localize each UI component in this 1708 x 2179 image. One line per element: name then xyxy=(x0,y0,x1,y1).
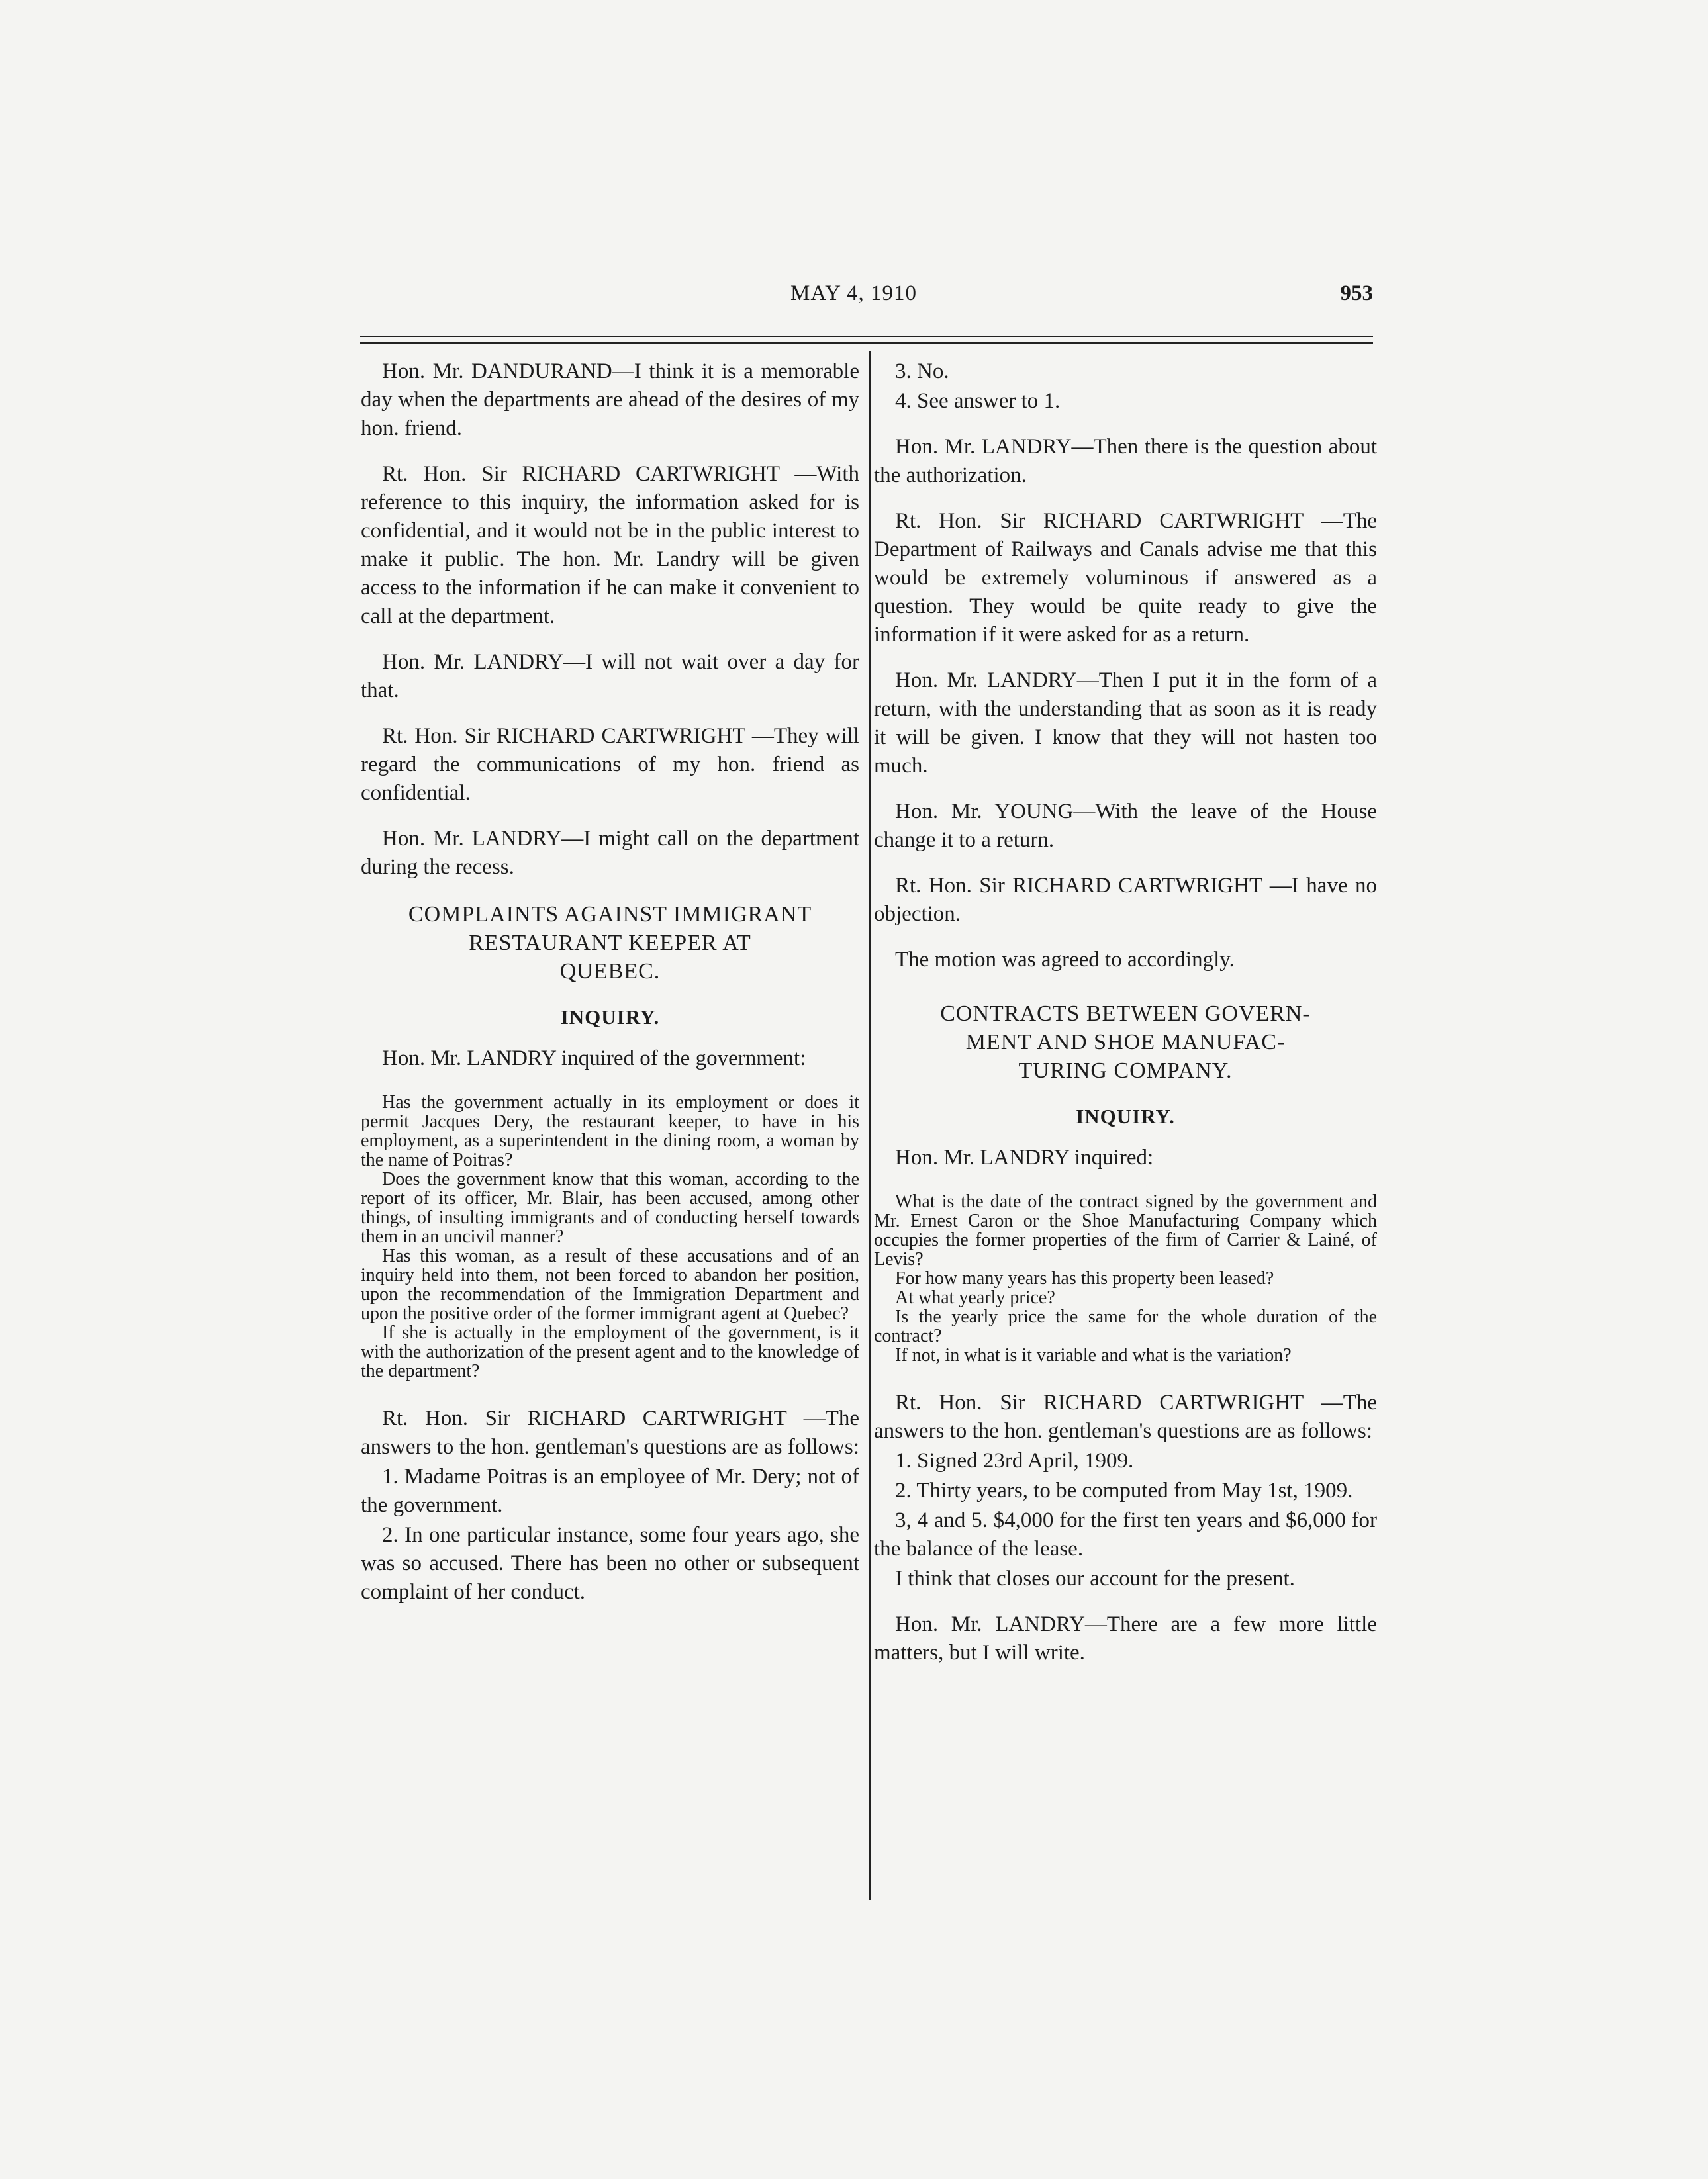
header-rule-bottom xyxy=(360,342,1373,344)
section-heading-line: RESTAURANT KEEPER AT xyxy=(469,931,751,955)
paragraph: Rt. Hon. Sir RICHARD CARTWRIGHT —The Department of Railways and Canals advise me that this would be extremely voluminous if answered as a question. They would be quite ready to give the information if it were asked for as a return. xyxy=(874,509,1377,647)
paragraph: Rt. Hon. Sir RICHARD CARTWRIGHT —The answers to the hon. gentleman's questions are as follows: xyxy=(361,1407,859,1459)
header-date: MAY 4, 1910 xyxy=(790,281,918,305)
paragraph: Hon. Mr. LANDRY—Then I put it in the form of a return, with the understanding that as soon as it is ready it will be given. I know that they will not hasten too much. xyxy=(874,669,1377,778)
section-subheading: INQUIRY. xyxy=(1076,1105,1175,1128)
paragraph: 3. No. xyxy=(895,359,949,383)
paragraph: Rt. Hon. Sir RICHARD CARTWRIGHT —I have no objection. xyxy=(874,874,1377,926)
paragraph: 1. Madame Poitras is an employee of Mr. Dery; not of the government. xyxy=(361,1465,859,1517)
paragraph: Hon. Mr. YOUNG—With the leave of the House change it to a return. xyxy=(874,800,1377,852)
paragraph: Hon. Mr. LANDRY inquired of the government: xyxy=(382,1046,806,1070)
header-rule-top xyxy=(360,336,1373,337)
question: At what yearly price? xyxy=(895,1287,1055,1308)
paragraph: Hon. Mr. LANDRY—There are a few more little matters, but I will write. xyxy=(874,1612,1377,1665)
inquiry-questions xyxy=(874,1192,1377,1365)
section-heading-line: CONTRACTS BETWEEN GOVERN- xyxy=(940,1001,1311,1026)
section-heading-line: MENT AND SHOE MANUFAC- xyxy=(965,1030,1286,1054)
paragraph: 2. In one particular instance, some four years ago, she was so accused. There has been no other or subsequent complaint of her conduct. xyxy=(361,1523,859,1604)
paragraph: The motion was agreed to accordingly. xyxy=(895,948,1235,972)
paragraph: I think that closes our account for the present. xyxy=(895,1567,1295,1591)
paragraph: Rt. Hon. Sir RICHARD CARTWRIGHT —With reference to this inquiry, the information asked for is confidential, and it would not be in the public interest to make it public. The hon. Mr. Landry will be given access to the information if he can make it convenient to call at the department. xyxy=(361,462,859,628)
question: Has the government actually in its employment or does it permit Jacques Dery, the restaurant keeper, to have in his employment, as a superintendent in the dining room, a woman by the name of Poitras? xyxy=(361,1092,859,1170)
question: For how many years has this property been leased? xyxy=(895,1268,1274,1289)
paragraph: 4. See answer to 1. xyxy=(895,389,1061,413)
paragraph: 3, 4 and 5. $4,000 for the first ten years and $6,000 for the balance of the lease. xyxy=(874,1508,1377,1561)
left-column xyxy=(361,357,859,1608)
paragraph: 1. Signed 23rd April, 1909. xyxy=(895,1449,1134,1473)
paragraph: Hon. Mr. LANDRY—I might call on the department during the recess. xyxy=(361,827,859,879)
section-heading-line: QUEBEC. xyxy=(559,959,661,984)
paragraph: Rt. Hon. Sir RICHARD CARTWRIGHT —They will regard the communications of my hon. friend as confidential. xyxy=(361,724,859,805)
question: Does the government know that this woman, according to the report of its officer, Mr. Blair, has been accused, among other things, of insulting immigrants and of conducting herself towards them in an uncivil manner? xyxy=(361,1169,859,1247)
right-column xyxy=(874,357,1377,1685)
paragraph: 2. Thirty years, to be computed from May 1st, 1909. xyxy=(895,1479,1353,1503)
column-divider xyxy=(869,351,871,1900)
question: Is the yearly price the same for the whole duration of the contract? xyxy=(874,1307,1377,1346)
page-number: 953 xyxy=(1340,281,1373,305)
question: If she is actually in the employment of the government, is it with the authorization of the present agent and to the knowledge of the department? xyxy=(361,1322,859,1381)
inquiry-questions xyxy=(361,1093,859,1381)
section-subheading: INQUIRY. xyxy=(560,1005,660,1029)
paragraph: Hon. Mr. DANDURAND—I think it is a memorable day when the departments are ahead of the desires of my hon. friend. xyxy=(361,359,859,440)
running-head xyxy=(360,281,1373,314)
question: If not, in what is it variable and what is the variation? xyxy=(895,1345,1292,1366)
section-heading-line: TURING COMPANY. xyxy=(1018,1058,1233,1083)
paragraph: Hon. Mr. LANDRY—Then there is the question about the authorization. xyxy=(874,435,1377,487)
paragraph: Hon. Mr. LANDRY inquired: xyxy=(895,1146,1154,1170)
question: Has this woman, as a result of these accusations and of an inquiry held into them, not been forced to abandon her position, upon the recommendation of the Immigration Department and upon the positive order of the former immigrant agent at Quebec? xyxy=(361,1246,859,1324)
paragraph: Rt. Hon. Sir RICHARD CARTWRIGHT —The answers to the hon. gentleman's questions are as follows: xyxy=(874,1391,1377,1443)
section-heading-line: COMPLAINTS AGAINST IMMIGRANT xyxy=(408,902,812,927)
question: What is the date of the contract signed by the government and Mr. Ernest Caron or the Shoe Manufacturing Company which occupies the former properties of the firm of Carrier & Lainé, of Levis? xyxy=(874,1191,1377,1270)
paragraph: Hon. Mr. LANDRY—I will not wait over a day for that. xyxy=(361,650,859,702)
